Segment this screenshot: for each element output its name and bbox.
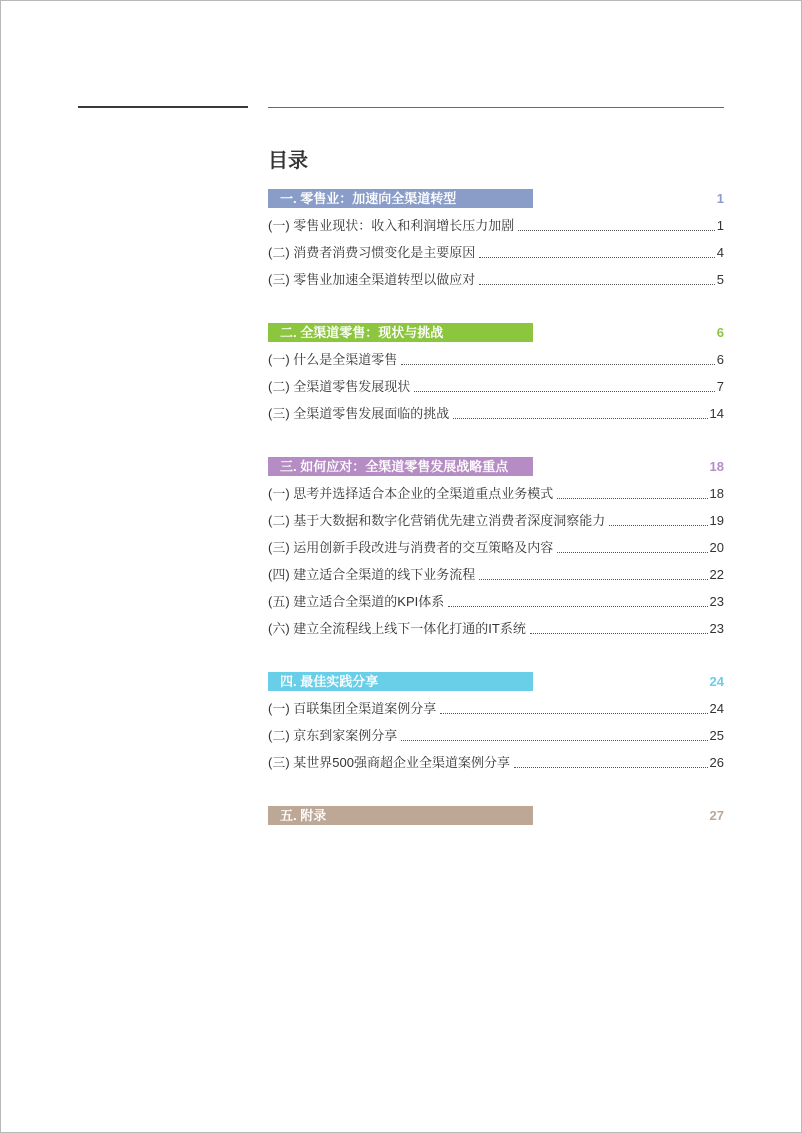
toc-entry-label: (四) 建立适合全渠道的线下业务流程 [268,567,476,582]
toc-title: 目录 [268,150,308,172]
toc-section-4 [268,672,724,776]
section-title-bar: 五. 附录 [268,806,533,825]
toc-entry-page: 6 [716,352,724,367]
section-heading [268,672,724,691]
toc-entry-page: 23 [709,594,724,609]
header-rule-left [78,106,248,108]
toc-section-2 [268,323,724,427]
toc-entry-page: 24 [709,701,724,716]
dot-leader [479,579,707,580]
toc-entry-label: (三) 全渠道零售发展面临的挑战 [268,406,450,421]
section-title-bar: 二. 全渠道零售：现状与挑战 [268,323,533,342]
toc-entry-page: 25 [709,728,724,743]
toc-entry [268,749,724,776]
toc-entry-page: 20 [709,540,724,555]
toc-entry-label: (一) 零售业现状：收入和利润增长压力加剧 [268,218,515,233]
toc-entry-page: 18 [709,486,724,501]
dot-leader [479,257,714,258]
toc-entry-page: 1 [716,218,724,233]
toc-entry-label: (三) 运用创新手段改进与消费者的交互策略及内容 [268,540,554,555]
toc-entry [268,373,724,400]
toc-entry [268,588,724,615]
toc-entry-page: 22 [709,567,724,582]
toc-entry-label: (一) 思考并选择适合本企业的全渠道重点业务模式 [268,486,554,501]
toc-section-5 [268,806,724,825]
dot-leader [401,740,707,741]
dot-leader [530,633,708,634]
dot-leader [479,284,714,285]
dot-leader [514,767,708,768]
toc-entry-label: (二) 基于大数据和数字化营销优先建立消费者深度洞察能力 [268,513,606,528]
toc-entry-label: (一) 什么是全渠道零售 [268,352,398,367]
toc-section-3 [268,457,724,642]
toc-entry-label: (一) 百联集团全渠道案例分享 [268,701,437,716]
toc-entry [268,534,724,561]
dot-leader [557,498,707,499]
section-title-bar: 一. 零售业：加速向全渠道转型 [268,189,533,208]
section-entries [268,346,724,427]
toc-entry [268,400,724,427]
toc-entry-page: 14 [709,406,724,421]
section-entries [268,480,724,642]
toc-entry-page: 19 [709,513,724,528]
toc-entry-label: (五) 建立适合全渠道的KPI体系 [268,594,445,609]
toc-entry [268,346,724,373]
section-entries [268,212,724,293]
toc-entry [268,507,724,534]
section-heading [268,457,724,476]
dot-leader [609,525,707,526]
toc-entry [268,212,724,239]
dot-leader [448,606,707,607]
toc-entry-page: 5 [716,272,724,287]
section-title-bar: 四. 最佳实践分享 [268,672,533,691]
toc-entry [268,561,724,588]
toc-entry [268,722,724,749]
section-heading [268,323,724,342]
dot-leader [557,552,707,553]
section-heading [268,806,724,825]
toc-entry [268,695,724,722]
section-page-number: 1 [716,191,724,206]
toc-entry-label: (二) 消费者消费习惯变化是主要原因 [268,245,476,260]
section-page-number: 24 [709,674,724,689]
section-page-number: 18 [709,459,724,474]
toc-entry [268,615,724,642]
toc-section-1 [268,189,724,293]
dot-leader [401,364,714,365]
dot-leader [440,713,707,714]
toc-entry-label: (三) 零售业加速全渠道转型以做应对 [268,272,476,287]
toc-entry-page: 4 [716,245,724,260]
section-page-number: 6 [716,325,724,340]
toc-entry-page: 7 [716,379,724,394]
section-heading [268,189,724,208]
toc-entry-label: (二) 京东到家案例分享 [268,728,398,743]
section-page-number: 27 [709,808,724,823]
dot-leader [518,230,714,231]
toc-entry [268,480,724,507]
toc-entry-label: (六) 建立全流程线上线下一体化打通的IT系统 [268,621,526,636]
toc-entry-label: (三) 某世界500强商超企业全渠道案例分享 [268,755,510,770]
toc-entry [268,266,724,293]
section-entries [268,695,724,776]
section-title-bar: 三. 如何应对：全渠道零售发展战略重点 [268,457,533,476]
toc-entry-page: 23 [709,621,724,636]
toc-entry-label: (二) 全渠道零售发展现状 [268,379,411,394]
dot-leader [414,391,714,392]
dot-leader [453,418,707,419]
table-of-contents [268,189,724,855]
header-rule-right [268,107,724,108]
toc-entry [268,239,724,266]
toc-entry-page: 26 [709,755,724,770]
